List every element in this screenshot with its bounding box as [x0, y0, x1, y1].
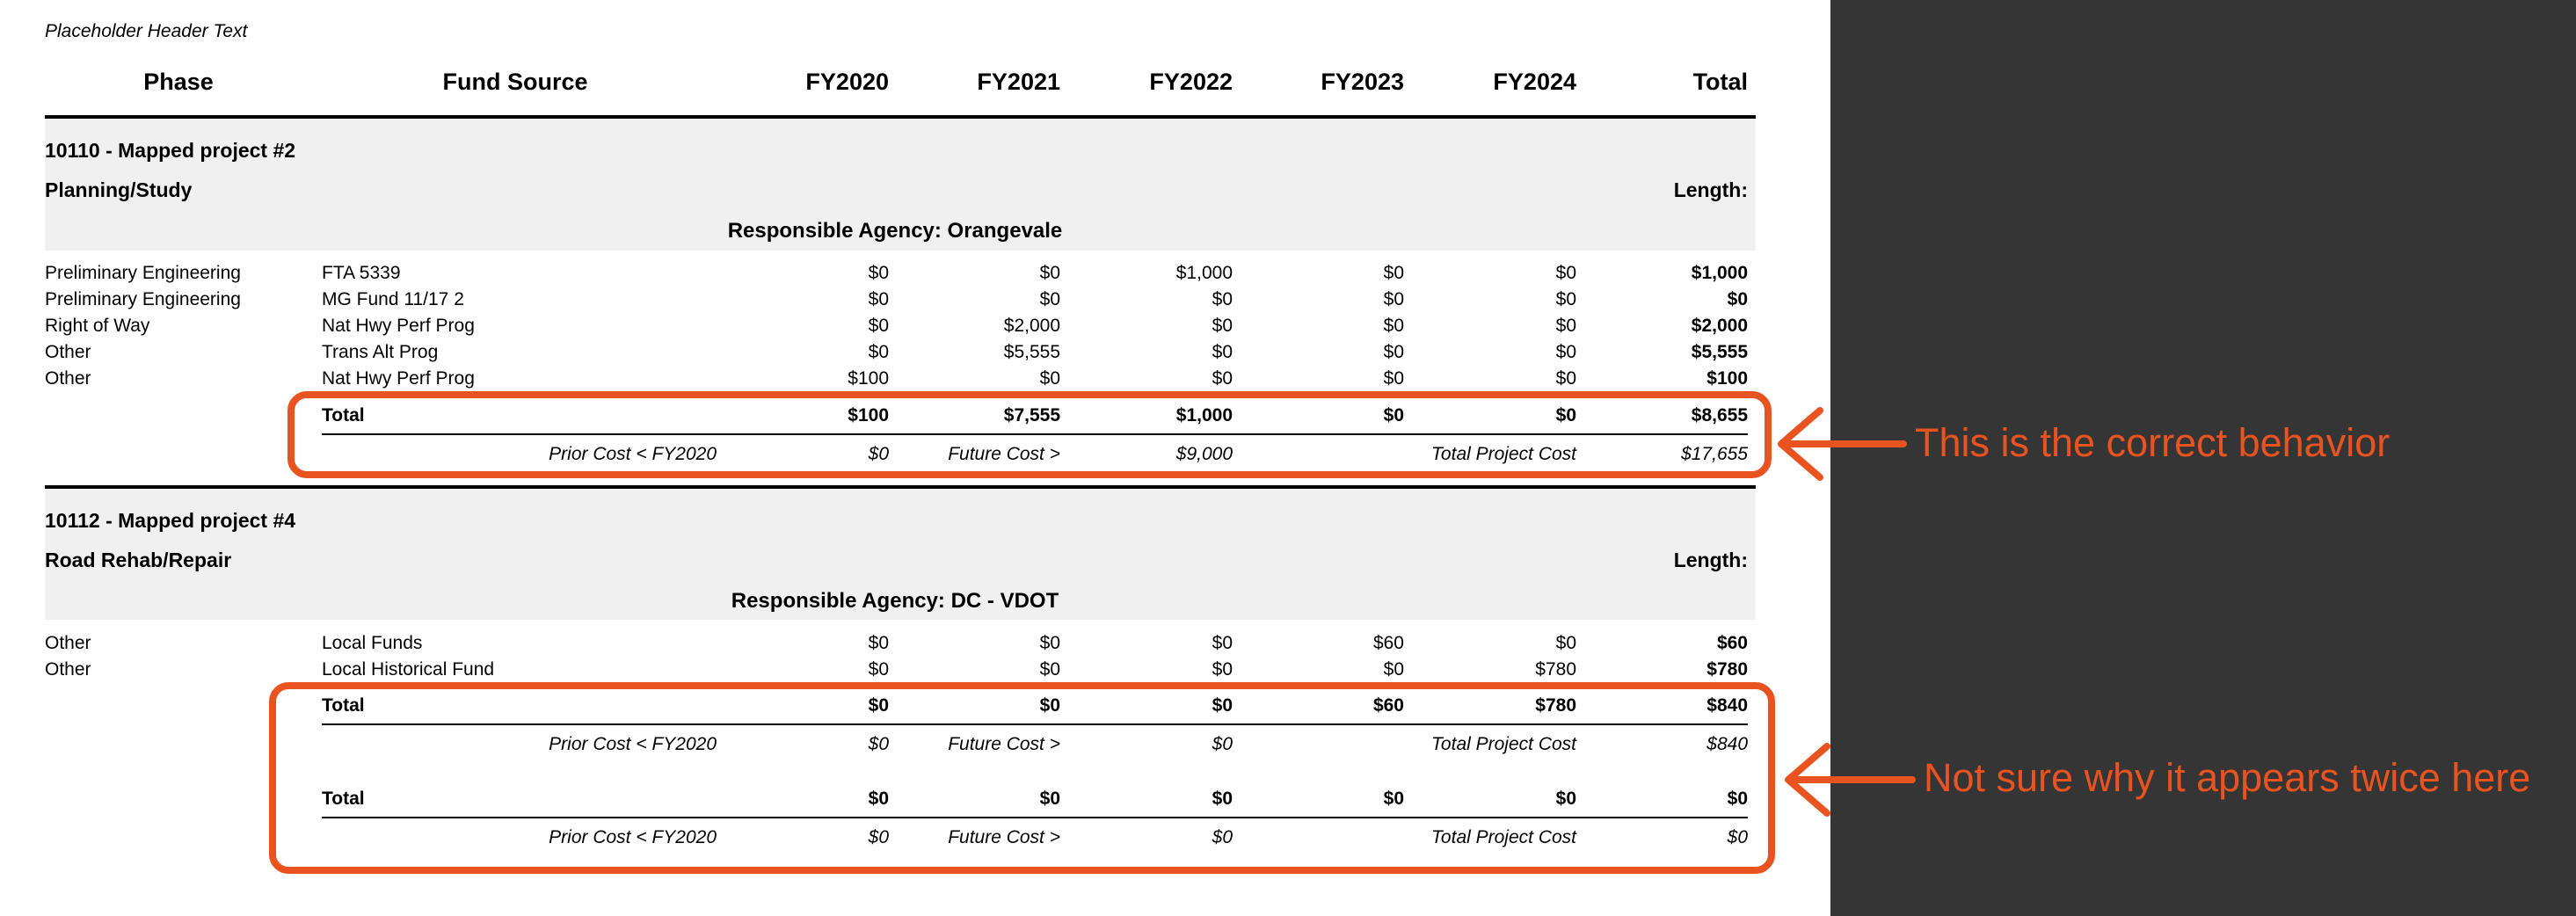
row-fy2022: $0 — [1212, 368, 1233, 389]
col-header-fy2024: FY2024 — [1493, 69, 1576, 95]
total-fy2024: $780 — [1535, 695, 1576, 716]
row-fy2023: $0 — [1383, 342, 1404, 362]
row-total: $1,000 — [1691, 263, 1748, 283]
total-grand: $0 — [1727, 789, 1748, 809]
total-grand: $840 — [1706, 695, 1748, 716]
row-fy2020: $0 — [868, 289, 889, 309]
row-fund: MG Fund 11/17 2 — [322, 289, 464, 309]
highlight-box-duplicate — [269, 682, 1775, 874]
row-phase: Other — [45, 633, 91, 653]
total-fy2020: $100 — [848, 405, 889, 425]
row-fy2022: $0 — [1212, 633, 1233, 653]
prior-cost-label: Prior Cost < FY2020 — [549, 734, 717, 754]
row-fund: Nat Hwy Perf Prog — [322, 368, 475, 389]
row-fy2020: $0 — [868, 316, 889, 336]
total-fy2021: $7,555 — [1003, 405, 1060, 425]
total-project-cost-label: Total Project Cost — [1431, 827, 1576, 847]
row-fy2023: $0 — [1383, 368, 1404, 389]
row-fy2022: $0 — [1212, 316, 1233, 336]
future-cost-value: $0 — [1212, 734, 1233, 754]
responsible-agency: Responsible Agency: Orangevale — [727, 219, 1063, 243]
annotation-duplicate: Not sure why it appears twice here — [1924, 755, 2531, 800]
row-fy2023: $0 — [1383, 263, 1404, 283]
responsible-agency: Responsible Agency: DC - VDOT — [731, 589, 1059, 613]
row-fund: Nat Hwy Perf Prog — [322, 316, 475, 336]
row-phase: Other — [45, 368, 91, 389]
total-project-cost-label: Total Project Cost — [1431, 734, 1576, 754]
row-fy2023: $60 — [1372, 633, 1404, 653]
future-cost-value: $9,000 — [1175, 444, 1233, 464]
total-grand: $8,655 — [1691, 405, 1748, 425]
annotation-correct: This is the correct behavior — [1915, 420, 2390, 465]
row-fy2021: $2,000 — [1003, 316, 1060, 336]
project-category: Planning/Study — [45, 178, 193, 201]
row-fy2021: $0 — [1039, 659, 1060, 680]
total-fy2023: $60 — [1372, 695, 1404, 716]
row-fund: Local Funds — [322, 633, 423, 653]
prior-cost-value: $0 — [868, 444, 889, 464]
row-fund: Trans Alt Prog — [322, 342, 439, 362]
row-total: $100 — [1706, 368, 1748, 389]
prior-cost-value: $0 — [868, 734, 889, 754]
row-fy2022: $0 — [1212, 342, 1233, 362]
total-label: Total — [322, 789, 365, 809]
length-label: Length: — [1673, 178, 1748, 201]
total-project-cost-label: Total Project Cost — [1431, 444, 1576, 464]
row-total: $0 — [1727, 289, 1748, 309]
total-fy2021: $0 — [1039, 789, 1060, 809]
row-fy2022: $0 — [1212, 659, 1233, 680]
col-header-fund-source: Fund Source — [442, 69, 588, 95]
row-fy2020: $0 — [868, 342, 889, 362]
length-label: Length: — [1673, 549, 1748, 571]
arrow-left-icon — [1767, 400, 1908, 488]
row-fy2021: $0 — [1039, 263, 1060, 283]
row-fy2024: $0 — [1555, 316, 1576, 336]
highlight-box-correct — [287, 391, 1772, 478]
row-fy2020: $0 — [868, 633, 889, 653]
row-fy2021: $0 — [1039, 633, 1060, 653]
header-text: Placeholder Header Text — [45, 21, 248, 41]
row-fy2020: $0 — [868, 263, 889, 283]
future-cost-label: Future Cost > — [948, 734, 1060, 754]
total-fy2020: $0 — [868, 789, 889, 809]
row-fy2024: $780 — [1535, 659, 1576, 680]
row-phase: Other — [45, 342, 91, 362]
col-header-phase: Phase — [143, 69, 214, 95]
row-fund: Local Historical Fund — [322, 659, 495, 680]
future-cost-label: Future Cost > — [948, 827, 1060, 847]
total-fy2020: $0 — [868, 695, 889, 716]
row-phase: Other — [45, 659, 91, 680]
total-fy2024: $0 — [1555, 405, 1576, 425]
total-project-cost-value: $0 — [1727, 827, 1748, 847]
row-total: $2,000 — [1691, 316, 1748, 336]
row-fy2021: $0 — [1039, 289, 1060, 309]
total-project-cost-value: $17,655 — [1681, 444, 1748, 464]
total-fy2024: $0 — [1555, 789, 1576, 809]
project-category: Road Rehab/Repair — [45, 549, 232, 571]
project-title: 10112 - Mapped project #4 — [45, 509, 296, 532]
total-fy2023: $0 — [1383, 789, 1404, 809]
prior-cost-label: Prior Cost < FY2020 — [549, 827, 717, 847]
row-fy2024: $0 — [1555, 289, 1576, 309]
future-cost-value: $0 — [1212, 827, 1233, 847]
col-header-fy2022: FY2022 — [1149, 69, 1233, 95]
total-label: Total — [322, 695, 365, 716]
row-phase: Preliminary Engineering — [45, 263, 241, 283]
future-cost-label: Future Cost > — [948, 444, 1060, 464]
row-fy2021: $5,555 — [1003, 342, 1060, 362]
row-fy2024: $0 — [1555, 342, 1576, 362]
prior-cost-label: Prior Cost < FY2020 — [549, 444, 717, 464]
total-fy2023: $0 — [1383, 405, 1404, 425]
prior-cost-value: $0 — [868, 827, 889, 847]
row-phase: Right of Way — [45, 316, 150, 336]
row-fy2022: $1,000 — [1175, 263, 1233, 283]
total-label: Total — [322, 405, 365, 425]
total-fy2022: $0 — [1212, 789, 1233, 809]
row-phase: Preliminary Engineering — [45, 289, 241, 309]
project-title: 10110 - Mapped project #2 — [45, 139, 296, 162]
row-fy2020: $0 — [868, 659, 889, 680]
row-fy2023: $0 — [1383, 659, 1404, 680]
col-header-total: Total — [1692, 69, 1748, 95]
total-project-cost-value: $840 — [1706, 734, 1748, 754]
arrow-left-icon — [1767, 736, 1917, 824]
row-fy2024: $0 — [1555, 633, 1576, 653]
total-fy2022: $0 — [1212, 695, 1233, 716]
col-header-fy2021: FY2021 — [977, 69, 1060, 95]
row-fy2022: $0 — [1212, 289, 1233, 309]
row-total: $5,555 — [1691, 342, 1748, 362]
row-fy2023: $0 — [1383, 289, 1404, 309]
col-header-fy2023: FY2023 — [1321, 69, 1404, 95]
row-fy2023: $0 — [1383, 316, 1404, 336]
col-header-fy2020: FY2020 — [805, 69, 889, 95]
total-fy2022: $1,000 — [1175, 405, 1233, 425]
row-total: $60 — [1716, 633, 1748, 653]
total-fy2021: $0 — [1039, 695, 1060, 716]
row-fy2024: $0 — [1555, 368, 1576, 389]
row-total: $780 — [1706, 659, 1748, 680]
row-fy2024: $0 — [1555, 263, 1576, 283]
row-fund: FTA 5339 — [322, 263, 401, 283]
row-fy2020: $100 — [848, 368, 889, 389]
row-fy2021: $0 — [1039, 368, 1060, 389]
